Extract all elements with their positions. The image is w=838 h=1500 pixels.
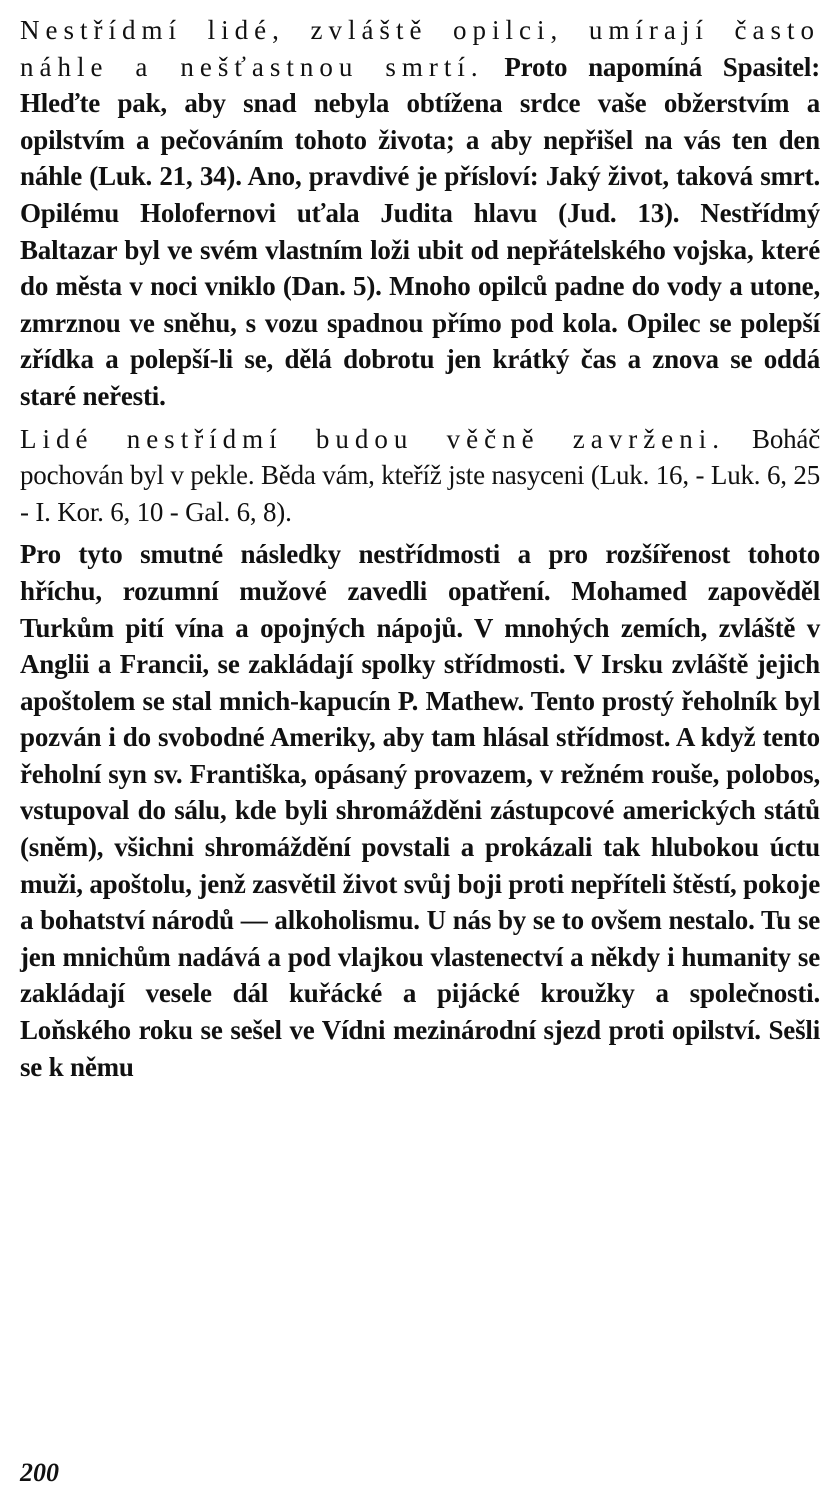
paragraph-body: Pro tyto smutné následky nestřídmosti a pro rozšířenost tohoto hříchu, rozumní mužové zavedli opatření. Mohamed zapověděl Turkům pití vína a opojných nápojů. V mnohých zemích, zvláště v Anglii a Francii, se zakládají spolky střídmosti. V Irsku zvláště jejich apoštolem se stal mnich-kapucín P. Mathew. Tento prostý řeholník byl pozván i do svobodné Ameriky, aby tam hlásal střídmost. A když tento řeholní syn sv. Františka, opásaný provazem, v režném rouše, polobos, vstupoval do sálu, kde byli shromážděni zástupcové amerických států (sněm), všichni shromáždění povstali a prokázali tak hlubokou úctu muži, apoštolu, jenž zasvětil život svůj boji proti nepříteli štěstí, pokoje a bohatství národů — alkoholismu. U nás by se to ovšem nestalo. Tu se jen mnichům nadává a pod vlajkou vlastenectví a někdy i humanity se zakládají vesele dál kuřácké a pijácké kroužky a společnosti. Loňského roku se sešel ve Vídni mezinárodní sjezd proti opilství. Sešli se k němu — [20, 539, 820, 1082]
paragraph-eternal-damnation — [20, 421, 820, 531]
book-page — [20, 12, 820, 1085]
page-number: 200 — [20, 1458, 59, 1487]
paragraph-lead-spaced: Nestřídmí lidé, zvláště opilci, umírají často náhle a nešťastnou smrtí. — [20, 15, 820, 82]
paragraph-lead-spaced: Lidé nestřídmí budou věčně zavrženi. — [20, 423, 725, 454]
paragraph-intemperate-death — [20, 12, 820, 415]
paragraph-body: Boháč pochován byl v pekle. Běda vám, kteříž jste nasyceni (Luk. 16, - Luk. 6, 25 - I. Kor. 6, 10 - Gal. 6, 8). — [20, 423, 820, 527]
paragraph-temperance-measures — [20, 536, 820, 1085]
paragraph-body: Proto napomíná Spasitel: Hleďte pak, aby snad nebyla obtížena srdce vaše obžerstvím a opilstvím a pečováním tohoto života; a aby nepřišel na vás ten den náhle (Luk. 21, 34). Ano, pravdivé je přísloví: Jaký život, taková smrt. Opilému Holofernovi uťala Judita hlavu (Jud. 13). Nestřídmý Baltazar byl ve svém vlastním loži ubit od nepřátelského vojska, které do města v noci vniklo (Dan. 5). Mnoho opilců padne do vody a utone, zmrznou ve sněhu, s vozu spadnou přímo pod kola. Opilec se polepší zřídka a polepší-li se, dělá dobrotu jen krátký čas a znova se oddá staré neřesti. — [20, 51, 820, 411]
